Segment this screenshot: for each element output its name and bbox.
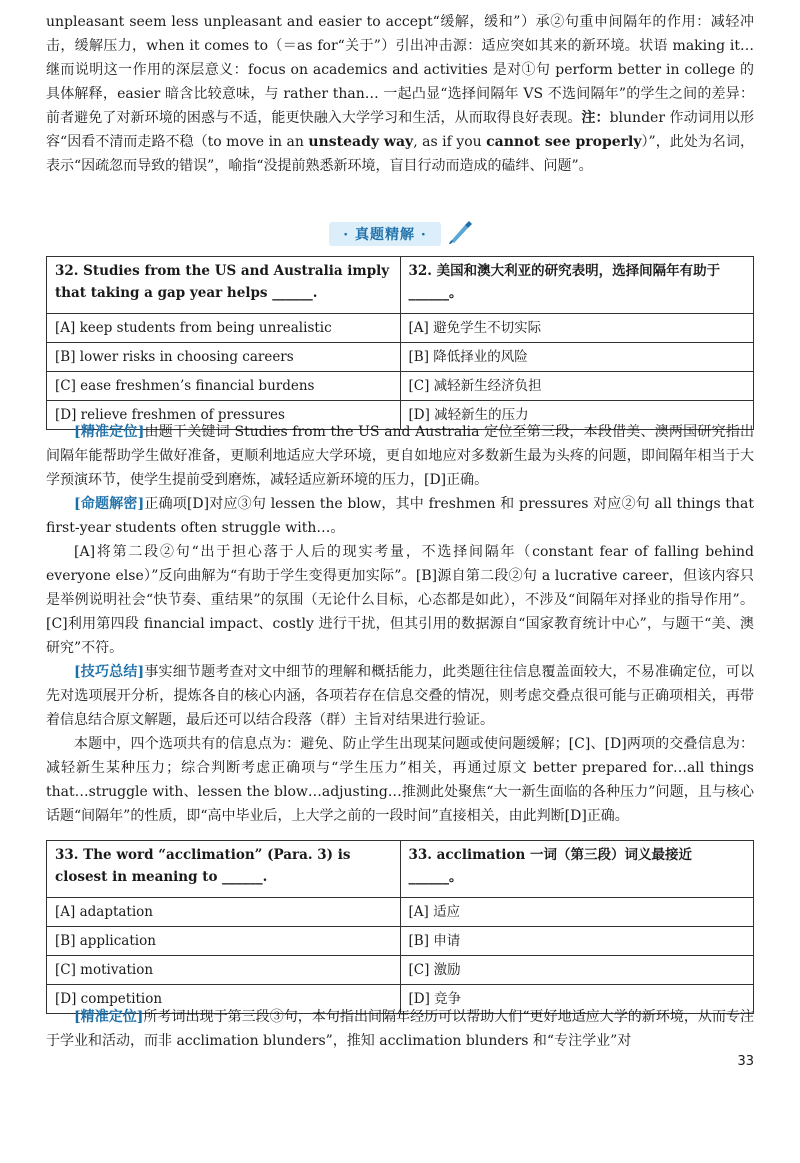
note-bold-1: unsteady way xyxy=(308,134,414,150)
q32-option-d-cn: [D] 减轻新生的压力 xyxy=(400,401,754,430)
q33-option-a-en: [A] adaptation xyxy=(47,898,401,927)
note-label: 注： xyxy=(581,110,610,126)
table-row xyxy=(47,343,754,372)
q33-option-b-cn: [B] 申请 xyxy=(400,927,754,956)
q33-stem-cn: 33. acclimation 一词（第三段）词义最接近______。 xyxy=(400,841,754,898)
analysis-33 xyxy=(46,1005,754,1053)
q32-option-a-en: [A] keep students from being unrealistic xyxy=(47,314,401,343)
q33-stem-en: 33. The word “acclimation” (Para. 3) is closest in meaning to ______. xyxy=(47,841,401,898)
question-32-table xyxy=(46,256,754,430)
table-row xyxy=(47,956,754,985)
note-text-3: ）”，此处为名词，表示“因疏忽而导致的错误”，喻指“没提前熟悉新环境，盲目行动而造成的磕绊、问题”。 xyxy=(46,134,754,174)
locate-tag-33: [精准定位] xyxy=(74,1009,144,1025)
distractor-paragraph: [A]将第二段②句“出于担心落于人后的现实考量，不选择间隔年（constant fear of falling behind everyone else）”反向曲解为“有助于学生变得更加实际”。[B]源自第二段②句 a lucrative career，但该内容只是举例说明社会“快节奏、重结果”的氛围（无论什么目标，心态都是如此），不涉及“间隔年对择业的指导作用”。[C]利用第四段 financial impact、costly 进行干扰，但其引用的数据源自“国家教育统计中心”，与题干“美、澳研究”不符。 xyxy=(46,544,754,656)
locate-text-33: 所考词出现于第三段③句，本句指出间隔年经历可以帮助人们“更好地适应大学的新环境，从而专注于学业和活动，而非 acclimation blunders”，推知 acclimation blunders 和“专注学业”对 xyxy=(46,1009,755,1049)
section-banner xyxy=(316,219,486,249)
q32-option-b-cn: [B] 降低择业的风险 xyxy=(400,343,754,372)
table-row xyxy=(47,314,754,343)
note-text-1: blunder 作动词用以形容“因看不清而走路不稳（to move in an xyxy=(46,110,754,150)
q32-option-a-cn: [A] 避免学生不切实际 xyxy=(400,314,754,343)
skill-paragraph xyxy=(46,660,754,732)
brush-icon xyxy=(447,219,473,249)
locate-tag: [精准定位] xyxy=(74,424,145,440)
locate-paragraph xyxy=(46,420,754,492)
intro-text: unpleasant seem less unpleasant and easier to accept“缓解，缓和”）承②句重申间隔年的作用：减轻冲击，缓解压力，when it comes to（＝as for“关于”）引出冲击源：适应突如其来的新环境。状语 making it…继而说明这一作用的深层意义：focus on academics and activities 是对①句 perform better in college 的具体解释，easier 暗含比较意味，与 rather than… 一起凸显“选择间隔年 VS 不选间隔年”的学生之间的差异：前者避免了对新环境的困惑与不适，能更快融入大学学习和生活，从而取得良好表现。 xyxy=(46,14,754,126)
analysis-32 xyxy=(46,420,754,828)
q33-option-b-en: [B] application xyxy=(47,927,401,956)
reasoning-paragraph: 本题中，四个选项共有的信息点为：避免、防止学生出现某问题或使问题缓解；[C]、[D]两项的交叠信息为：减轻新生某种压力；综合判断考虑正确项与“学生压力”相关，再通过原文 better prepared for…all things that…struggle with、lessen the blow…adjusting…推测此处聚焦“大一新生面临的各种压力”问题，且与核心话题“间隔年”的性质，即“高中毕业后，上大学之前的一段时间”直接相关，由此判断[D]正确。 xyxy=(46,736,754,824)
table-row xyxy=(47,257,754,314)
skill-tag: [技巧总结] xyxy=(74,664,145,680)
q33-option-c-cn: [C] 激励 xyxy=(400,956,754,985)
q32-option-c-cn: [C] 减轻新生经济负担 xyxy=(400,372,754,401)
note-text-2: , as if you xyxy=(413,134,487,150)
locate-paragraph-33 xyxy=(46,1005,754,1053)
intro-paragraph xyxy=(46,10,754,178)
skill-text: 事实细节题考查对文中细节的理解和概括能力，此类题往往信息覆盖面较大，不易准确定位，可以先对选项展开分析，提炼各自的核心内涵，各项若存在信息交叠的情况，则考虑交叠点很可能与正确项相关，再带着信息结合原文解题，最后还可以结合段落（群）主旨对结果进行验证。 xyxy=(46,664,755,728)
q32-option-c-en: [C] ease freshmen’s financial burdens xyxy=(47,372,401,401)
section-banner-label: · 真题精解 · xyxy=(329,222,441,246)
q33-option-d-cn: [D] 竞争 xyxy=(400,985,754,1014)
q32-stem-cn: 32. 美国和澳大利亚的研究表明，选择间隔年有助于______。 xyxy=(400,257,754,314)
table-row xyxy=(47,841,754,898)
q33-option-d-en: [D] competition xyxy=(47,985,401,1014)
q33-option-a-cn: [A] 适应 xyxy=(400,898,754,927)
locate-text: 由题干关键词 Studies from the US and Australia 定位至第三段，本段借美、澳两国研究指出间隔年能帮助学生做好准备，更顺利地适应大学环境，更自如地应对多数新生最为头疼的问题，即间隔年相当于大学预演环节，使学生提前受到磨炼，减轻适应新环境的压力，[D]正确。 xyxy=(46,424,754,488)
q32-option-b-en: [B] lower risks in choosing careers xyxy=(47,343,401,372)
table-row xyxy=(47,898,754,927)
q33-option-c-en: [C] motivation xyxy=(47,956,401,985)
secret-tag: [命题解密] xyxy=(74,496,145,512)
secret-paragraph xyxy=(46,492,754,540)
question-33-table xyxy=(46,840,754,1014)
q32-stem-en: 32. Studies from the US and Australia imply that taking a gap year helps ______. xyxy=(47,257,401,314)
page-number: 33 xyxy=(737,1054,754,1069)
note-bold-2: cannot see properly xyxy=(486,134,642,150)
table-row xyxy=(47,372,754,401)
q32-option-d-en: [D] relieve freshmen of pressures xyxy=(47,401,401,430)
secret-text: 正确项[D]对应③句 lessen the blow，其中 freshmen 和 pressures 对应②句 all things that first-year students often struggle with…。 xyxy=(46,496,754,536)
table-row xyxy=(47,927,754,956)
